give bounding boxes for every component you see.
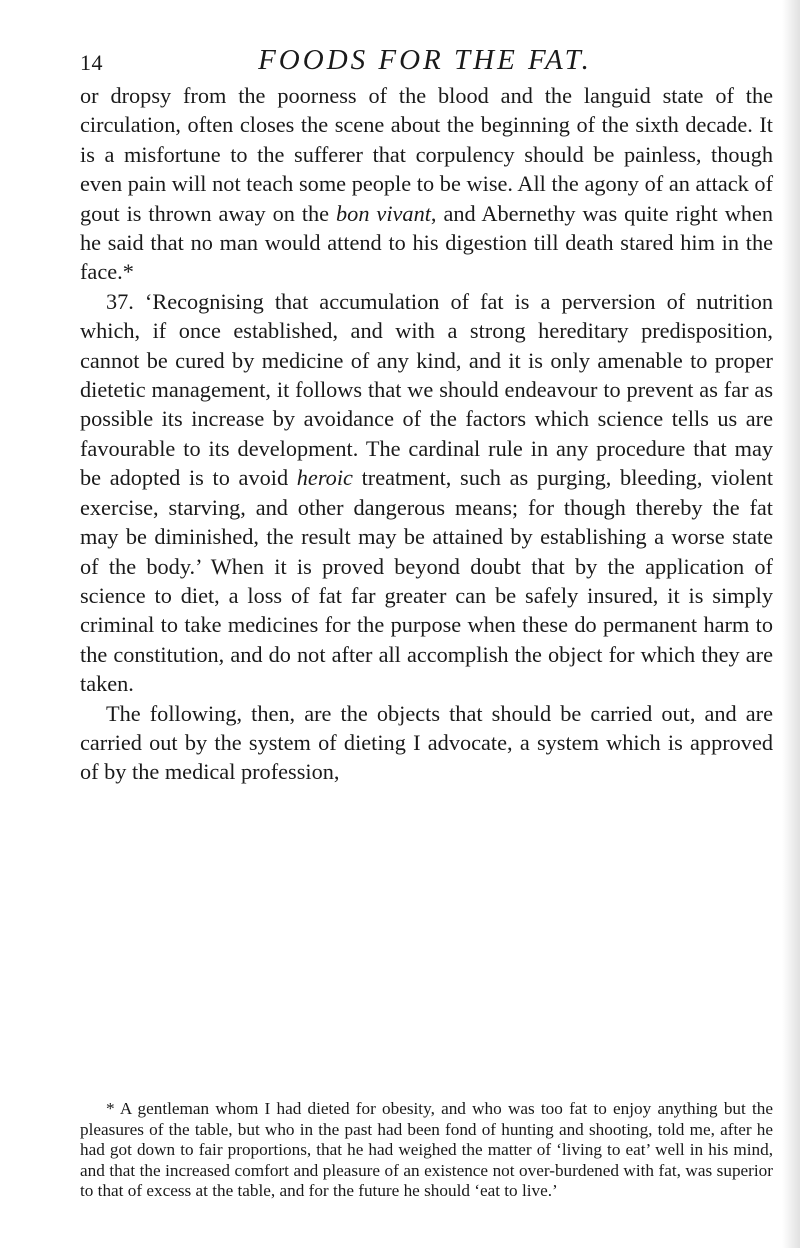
footnote: [80, 1099, 773, 1202]
page-number: 14: [80, 50, 103, 75]
paragraph-2-text-b: treatment, such as purging, bleeding, violent exercise, starving, and other dangerous means; for though thereby the fat may be diminished, the result may be attained by establishing a worse state of the body.’ When it is proved beyond doubt that by the application of science to diet, a loss of fat far greater can be safely insured, it is simply criminal to take medicines for the purpose when these do permanent harm to the constitution, and do not after all accomplish the object for which they are taken.: [80, 465, 774, 697]
paragraph-1: [80, 81, 773, 287]
paragraph-2-text-a: 37. ‘Recognising that accumulation of fat is a perversion of nutrition which, if once established, and with a strong hereditary predisposition, cannot be cured by medicine of any kind, and it is only amenable to proper dietetic management, it follows that we should endeavour to prevent as far as possible its increase by avoidance of the factors which science tells us are favourable to its development. The cardinal rule in any procedure that may be adopted is to avoid: [80, 288, 773, 491]
paragraph-1-text-a: or dropsy from the poorness of the blood and the languid state of the circulation, often closes the scene about the beginning of the sixth decade. It is a misfortune to the sufferer that corpulency should be painless, though even pain will not teach some people to be wise. All the agony of an attack of gout is thrown away on the: [80, 83, 773, 226]
paragraph-2: [80, 287, 773, 699]
footnote-text: * A gentleman whom I had dieted for obesity, and who was too fat to enjoy anything but the pleasures of the table, but who in the past had been fond of hunting and shooting, told me, after he had got down to fair proportions, that he had weighed the matter of ‘living to eat’ well in his mind, and that the increased comfort and pleasure of an existence not over-burdened with fat, was superior to that of excess at the table, and for the future he should ‘eat to live.’: [80, 1099, 773, 1200]
paragraph-1-italic-bon-vivant: bon vivant: [336, 200, 431, 226]
paragraph-3: The following, then, are the objects that should be carried out, and are carried out by the system of dieting I advocate, a system which is approved of by the medical profession,: [80, 700, 773, 785]
paragraph-1-text-b: , and Abernethy was quite right when he said that no man would attend to his digestion till death stared him in the face.*: [80, 200, 773, 285]
running-title: FOODS FOR THE FAT.: [258, 44, 592, 76]
running-head: [80, 44, 770, 84]
page-edge-shadow: [782, 0, 800, 1248]
paragraph-2-italic-heroic: heroic: [296, 465, 353, 491]
main-text: [80, 81, 773, 787]
